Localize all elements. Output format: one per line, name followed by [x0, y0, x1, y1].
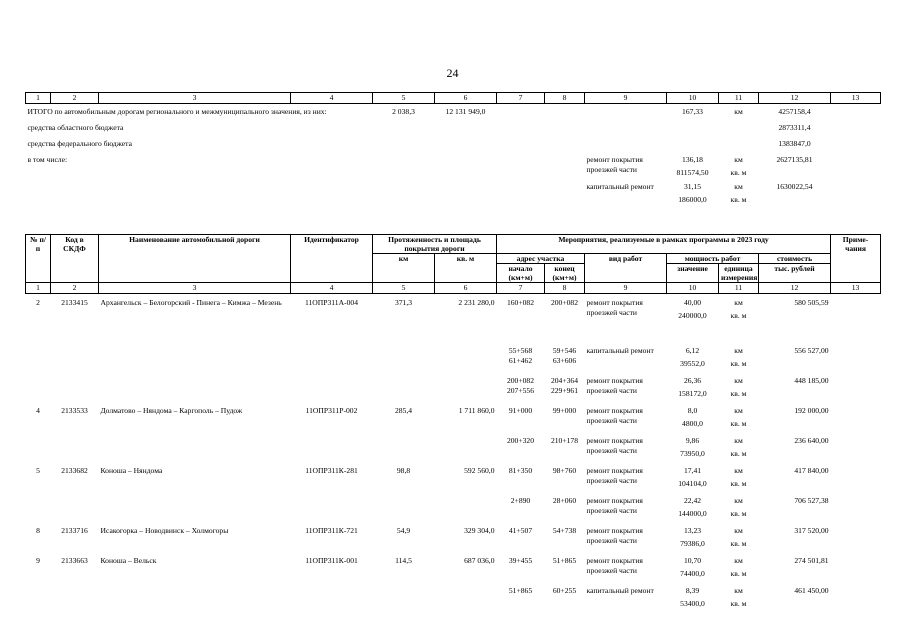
row-cost: 274 501,81 [794, 555, 829, 565]
col-number: 3 [99, 93, 291, 104]
row-work-type: ремонт покрытия проезжей части [586, 465, 643, 485]
row-area-sqm [435, 342, 497, 372]
row-area-sqm [435, 372, 497, 402]
row-unit [719, 492, 759, 522]
row-length-km: 114,5 [395, 555, 412, 565]
row-unit [719, 552, 759, 582]
row-area-sqm [435, 492, 497, 522]
work-capacity: 31,15 186000,0 [678, 182, 707, 204]
row-unit [719, 522, 759, 552]
unit-area: кв. м [730, 311, 747, 320]
row-ident [291, 582, 373, 612]
unit-area: кв. м [730, 478, 747, 488]
col-number: 13 [831, 283, 881, 294]
row-area-sqm: 2 231 280,0 [458, 298, 495, 307]
capacity-value: 6,12 [685, 345, 700, 355]
unit-km: км [734, 585, 743, 595]
row-length-km [373, 342, 435, 372]
row-num [26, 582, 51, 612]
table-row [26, 582, 881, 612]
row-start: 91+000 [508, 405, 533, 415]
row-end: 54+738 [552, 525, 577, 535]
row-num [26, 342, 51, 372]
row-length-km: 285,4 [394, 405, 413, 415]
table-row [26, 462, 881, 492]
row-num: 5 [36, 465, 40, 475]
row-ident [291, 432, 373, 462]
unit-km: км [734, 465, 743, 475]
row-area-sqm: 592 560,0 [464, 465, 495, 475]
work-type: ремонт покрытия проезжей части [586, 155, 643, 174]
unit-km: км [734, 405, 743, 415]
row-end: 99+000 [552, 405, 577, 415]
itogo-row [26, 104, 881, 118]
row-capacity [667, 582, 719, 612]
row-capacity [667, 342, 719, 372]
col-number: 9 [585, 283, 667, 294]
capacity-area: 79386,0 [680, 538, 705, 548]
row-length-km [373, 432, 435, 462]
row-work-type: ремонт покрытия проезжей части [586, 298, 643, 317]
row-note [831, 552, 881, 582]
work-capacity: 136,18 811574,50 [676, 155, 709, 177]
row-code: 2133716 [61, 525, 88, 535]
row-name: Исакогорка – Новодвинск – Холмогоры [100, 525, 229, 535]
row-ident [291, 342, 373, 372]
capacity-value: 8,39 [685, 585, 700, 595]
row-work-type: ремонт покрытия проезжей части [586, 405, 643, 425]
header-start: начало (км+м) [497, 264, 545, 283]
row-name [99, 582, 291, 612]
including-label: в том числе: [27, 155, 68, 164]
capacity-area: 73950,0 [680, 448, 705, 458]
unit-km: км [734, 525, 743, 535]
capacity-value: 40,00 [683, 298, 702, 307]
header-length-area: Протяженность и площадь покрытия дороги [373, 235, 497, 254]
row-code [51, 582, 99, 612]
row-unit [719, 294, 759, 342]
col-number: 3 [99, 283, 291, 294]
col-number: 13 [831, 93, 881, 104]
row-unit [719, 462, 759, 492]
col-number: 4 [291, 93, 373, 104]
including-row-2 [26, 178, 881, 205]
row-num: 2 [36, 298, 40, 307]
row-work-type: капитальный ремонт [586, 585, 654, 595]
row-ident: 11ОПР311К-721 [305, 525, 358, 535]
row-note [831, 342, 881, 372]
unit-km: км [734, 375, 743, 385]
row-ident [291, 372, 373, 402]
capacity-value: 8,0 [687, 405, 698, 415]
row-capacity [667, 492, 719, 522]
row-area-sqm [435, 432, 497, 462]
row-end: 204+364 229+961 [550, 375, 579, 395]
itogo-label: ИТОГО по автомобильным дорогам регионального и межмуниципального значения, из них: [27, 107, 327, 116]
row-end: 200+082 [550, 298, 579, 307]
col-number: 1 [26, 283, 51, 294]
row-note [831, 372, 881, 402]
federal-row [26, 133, 881, 149]
col-number: 7 [497, 93, 545, 104]
row-cost: 448 185,00 [794, 375, 829, 385]
row-work-type: капитальный ремонт [586, 345, 654, 355]
row-note [831, 462, 881, 492]
row-start: 2+890 [510, 495, 531, 505]
unit-area: кв. м [730, 418, 747, 428]
row-area-sqm [435, 582, 497, 612]
row-start: 200+082 207+556 [506, 375, 535, 395]
unit-km: км [734, 298, 743, 307]
capacity-value: 17,41 [683, 465, 702, 475]
header-row-1 [26, 235, 881, 254]
roads-table [25, 234, 881, 612]
row-cost: 461 450,00 [794, 585, 829, 595]
row-unit [719, 432, 759, 462]
table-row [26, 294, 881, 342]
road-rows [26, 294, 881, 612]
column-number-row [26, 283, 881, 294]
row-capacity [667, 462, 719, 492]
header-num: № п/п [26, 235, 51, 283]
capacity-area: 53400,0 [680, 598, 705, 608]
table-row [26, 402, 881, 432]
col-number: 4 [291, 283, 373, 294]
totals-table [25, 92, 881, 205]
table-row [26, 522, 881, 552]
row-name [99, 342, 291, 372]
header-events: Мероприятия, реализуемые в рамках программы в 2023 году [497, 235, 831, 254]
work-type: капитальный ремонт [586, 182, 654, 191]
row-start: 81+350 [508, 465, 533, 475]
col-number: 8 [545, 93, 585, 104]
col-number: 2 [51, 93, 99, 104]
row-work-type: ремонт покрытия проезжей части [586, 555, 643, 575]
row-cost: 417 840,00 [794, 465, 829, 475]
row-capacity [667, 522, 719, 552]
work-unit: км кв. м [730, 155, 747, 177]
row-end: 60+255 [552, 585, 577, 595]
unit-area: кв. м [730, 598, 747, 608]
row-note [831, 402, 881, 432]
table-row [26, 432, 881, 462]
capacity-value: 10,70 [683, 555, 702, 565]
row-note [831, 522, 881, 552]
row-code [51, 342, 99, 372]
col-number: 12 [759, 283, 831, 294]
row-cost: 317 520,00 [794, 525, 829, 535]
row-end: 98+760 [552, 465, 577, 475]
row-length-km: 54,9 [396, 525, 411, 535]
row-code: 2133663 [61, 555, 88, 565]
col-number: 5 [373, 93, 435, 104]
row-name: Коноша – Вельск [100, 555, 157, 565]
row-start: 55+568 61+462 [508, 345, 533, 365]
row-length-km: 98,8 [396, 465, 411, 475]
row-cost: 236 640,00 [794, 435, 829, 445]
header-note: Приме-чания [831, 235, 881, 283]
capacity-area: 74400,0 [680, 568, 705, 578]
itogo-area: 12 131 949,0 [445, 107, 486, 116]
col-number: 10 [667, 93, 719, 104]
unit-km: км [734, 495, 743, 505]
unit-area: кв. м [730, 388, 747, 398]
row-capacity [667, 552, 719, 582]
header-name: Наименование автомобильной дороги [99, 235, 291, 283]
unit-area: кв. м [730, 358, 747, 368]
row-ident: 11ОПР311К-281 [305, 465, 358, 475]
row-note [831, 582, 881, 612]
table-row [26, 342, 881, 372]
row-note [831, 294, 881, 342]
row-unit [719, 402, 759, 432]
header-capacity: мощность работ [667, 254, 759, 264]
unit-km: км [734, 435, 743, 445]
header-cost: стоимость [759, 254, 831, 264]
row-unit [719, 372, 759, 402]
row-area-sqm: 329 304,0 [464, 525, 495, 535]
row-cost: 706 527,38 [794, 495, 829, 505]
column-number-row [26, 93, 881, 104]
unit-area: кв. м [730, 538, 747, 548]
capacity-area: 104104,0 [678, 478, 707, 488]
row-start: 51+865 [508, 585, 533, 595]
federal-cost: 1383847,0 [778, 139, 811, 148]
header-cost-unit: тыс. рублей [759, 264, 831, 283]
capacity-value: 22,42 [683, 495, 702, 505]
row-note [831, 492, 881, 522]
row-work-type: ремонт покрытия проезжей части [586, 375, 643, 395]
row-length-km [373, 582, 435, 612]
col-number: 7 [497, 283, 545, 294]
row-num: 9 [36, 555, 40, 565]
capacity-area: 240000,0 [678, 311, 707, 320]
row-cost: 192 000,00 [794, 405, 829, 415]
row-code: 2133415 [61, 298, 88, 307]
row-num: 4 [36, 405, 40, 415]
table-row [26, 492, 881, 522]
including-row-1 [26, 149, 881, 178]
work-unit: км кв. м [730, 182, 747, 204]
row-name [99, 372, 291, 402]
row-code [51, 432, 99, 462]
header-km: км [373, 254, 435, 283]
row-start: 39+455 [508, 555, 533, 565]
row-work-type: ремонт покрытия проезжей части [586, 525, 643, 545]
row-num: 8 [36, 525, 40, 535]
row-capacity [667, 432, 719, 462]
row-name [99, 492, 291, 522]
work-cost: 2627135,81 [776, 155, 813, 164]
col-number: 8 [545, 283, 585, 294]
row-capacity [667, 402, 719, 432]
row-name: Коноша – Няндома [100, 465, 163, 475]
itogo-capacity: 167,33 [682, 107, 703, 116]
col-number: 12 [759, 93, 831, 104]
header-sqm: кв. м [435, 254, 497, 283]
row-area-sqm: 687 036,0 [464, 555, 495, 565]
row-work-type: ремонт покрытия проезжей части [586, 435, 643, 455]
row-cost: 580 505,59 [794, 298, 829, 307]
itogo-unit: км [734, 107, 743, 116]
table-row [26, 372, 881, 402]
page-number: 24 [446, 66, 459, 80]
row-name: Архангельск – Белогорский - Пинега – Кимжа – Мезень [100, 298, 282, 307]
row-num [26, 372, 51, 402]
col-number: 9 [585, 93, 667, 104]
row-ident: 11ОПР311Р-002 [305, 405, 358, 415]
col-number: 6 [435, 283, 497, 294]
regional-row [26, 117, 881, 133]
col-number: 11 [719, 283, 759, 294]
capacity-area: 39552,0 [680, 358, 705, 368]
regional-cost: 2873311,4 [778, 123, 811, 132]
row-end: 59+546 63+606 [552, 345, 577, 365]
itogo-length: 2 038,3 [392, 107, 415, 116]
header-work-type: вид работ [585, 254, 667, 283]
federal-label: средства федерального бюджета [27, 139, 132, 148]
row-cost: 556 527,00 [794, 345, 829, 355]
row-capacity [667, 294, 719, 342]
col-number: 11 [719, 93, 759, 104]
row-end: 28+060 [552, 495, 577, 505]
row-length-km: 371,3 [394, 298, 413, 307]
row-work-type: ремонт покрытия проезжей части [586, 495, 643, 515]
regional-label: средства областного бюджета [27, 123, 124, 132]
row-unit [719, 342, 759, 372]
unit-km: км [734, 345, 743, 355]
row-ident [291, 492, 373, 522]
unit-area: кв. м [730, 508, 747, 518]
row-code: 2133533 [61, 405, 88, 415]
unit-area: кв. м [730, 568, 747, 578]
col-number: 2 [51, 283, 99, 294]
row-length-km [373, 492, 435, 522]
row-area-sqm: 1 711 860,0 [458, 405, 495, 415]
row-num [26, 492, 51, 522]
row-start: 160+082 [506, 298, 535, 307]
row-unit [719, 582, 759, 612]
capacity-value: 13,23 [683, 525, 702, 535]
row-code [51, 372, 99, 402]
header-value: значение [667, 264, 719, 283]
row-num [26, 432, 51, 462]
header-code: Код в СКДФ [51, 235, 99, 283]
col-number: 1 [26, 93, 51, 104]
capacity-area: 144000,0 [678, 508, 707, 518]
row-note [831, 432, 881, 462]
work-cost: 1630022,54 [776, 182, 813, 191]
header-unit: единица измерения [719, 264, 759, 283]
row-end: 210+178 [550, 435, 579, 445]
row-start: 200+320 [506, 435, 535, 445]
row-capacity [667, 372, 719, 402]
capacity-value: 9,86 [685, 435, 700, 445]
col-number: 10 [667, 283, 719, 294]
col-number: 5 [373, 283, 435, 294]
itogo-cost: 4257158,4 [778, 107, 811, 116]
row-end: 51+865 [552, 555, 577, 565]
row-ident: 11ОПР311К-001 [305, 555, 358, 565]
col-number: 6 [435, 93, 497, 104]
row-ident: 11ОПР311А-004 [304, 298, 358, 307]
capacity-area: 158172,0 [678, 388, 707, 398]
capacity-area: 4800,0 [682, 418, 703, 428]
unit-area: кв. м [730, 448, 747, 458]
header-address: адрес участка [497, 254, 585, 264]
unit-km: км [734, 555, 743, 565]
row-code: 2133682 [61, 465, 88, 475]
header-ident: Идентификатор [291, 235, 373, 283]
row-name [99, 432, 291, 462]
capacity-value: 26,36 [683, 375, 702, 385]
table-row [26, 552, 881, 582]
row-length-km [373, 372, 435, 402]
header-end: конец (км+м) [545, 264, 585, 283]
row-code [51, 492, 99, 522]
row-start: 41+507 [508, 525, 533, 535]
row-name: Долматово – Няндома – Каргополь – Пудож [100, 405, 243, 415]
